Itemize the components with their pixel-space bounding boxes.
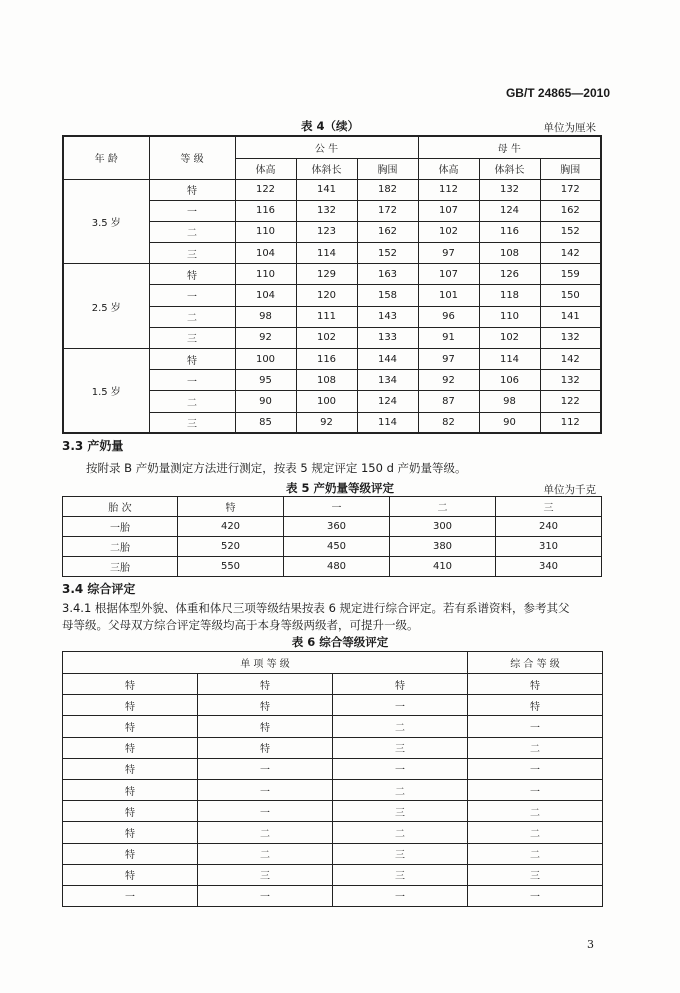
table6-cell: 特 [63,758,198,779]
table4-value-cell: 114 [479,349,540,370]
table-row [63,695,603,716]
table6 [62,651,603,907]
table6-cell: 特 [63,695,198,716]
table6-cell: 二 [333,822,468,843]
table5-cell: 240 [496,517,602,537]
table6-cell: 特 [63,779,198,800]
table-row [63,843,603,864]
table6-cell: 二 [468,737,603,758]
table4-col-header: 胸围 [357,158,418,179]
table4-value-cell: 129 [296,264,357,285]
table6-cell: 二 [468,822,603,843]
table6-cell: 二 [333,716,468,737]
table6-head-single: 单 项 等 级 [63,652,468,674]
table4-grade-cell: 一 [149,370,235,391]
table6-cell: 特 [468,695,603,716]
table6-cell: 三 [333,801,468,822]
table5-caption: 表 5 产奶量等级评定 [285,481,394,495]
table6-cell: 三 [468,864,603,885]
table4-value-cell: 114 [357,412,418,433]
table4-grade-cell: 二 [149,221,235,242]
table4-value-cell: 91 [418,327,479,348]
table5-cell: 360 [284,517,390,537]
table4-value-cell: 87 [418,391,479,412]
table6-cell: 一 [198,779,333,800]
table4-value-cell: 90 [235,391,296,412]
table4-header-row [63,136,601,158]
table4-value-cell: 90 [479,412,540,433]
section-3-4-1-line1: 3.4.1 根据体型外貌、体重和体尺三项等级结果按表 6 规定进行综合评定。若有系谱资料，参考其父 [62,601,570,615]
table4-grade-cell: 三 [149,243,235,264]
standard-number: GB/T 24865—2010 [505,86,610,100]
table6-cell: 三 [333,843,468,864]
table5-cell: 340 [496,557,602,577]
table4-value-cell: 124 [357,391,418,412]
table5-cell: 三胎 [63,557,178,577]
table6-cell: 特 [333,674,468,695]
table4-head-age: 年 龄 [63,136,149,179]
table4-value-cell: 144 [357,349,418,370]
table4-col-header: 胸围 [540,158,601,179]
table4-col-header: 体斜长 [296,158,357,179]
table6-cell: 三 [198,864,333,885]
table6-cell: 特 [63,801,198,822]
table4-value-cell: 133 [357,327,418,348]
table6-cell: 一 [333,758,468,779]
table5-cell: 二胎 [63,537,178,557]
table4-value-cell: 102 [296,327,357,348]
table6-head-overall: 综 合 等 级 [468,652,603,674]
table4-value-cell: 116 [296,349,357,370]
table5-cell: 一胎 [63,517,178,537]
page-number: 3 [587,938,594,951]
table4-value-cell: 152 [357,243,418,264]
table4-value-cell: 92 [418,370,479,391]
table-row [63,864,603,885]
table4-value-cell: 141 [296,179,357,200]
table6-cell: 一 [468,885,603,906]
table4-value-cell: 132 [296,200,357,221]
table6-cell: 一 [333,885,468,906]
table6-cell: 特 [63,864,198,885]
table4-col-header: 体高 [235,158,296,179]
table4-value-cell: 98 [235,306,296,327]
table4-value-cell: 126 [479,264,540,285]
table6-cell: 特 [63,737,198,758]
table4-value-cell: 182 [357,179,418,200]
table4-value-cell: 102 [418,221,479,242]
table4-value-cell: 104 [235,243,296,264]
table4-value-cell: 132 [540,370,601,391]
table-row [63,822,603,843]
table4-value-cell: 118 [479,285,540,306]
table-row [63,716,603,737]
table5-cell: 420 [178,517,284,537]
table6-cell: 特 [63,822,198,843]
table4-grade-cell: 三 [149,327,235,348]
table5-cell: 310 [496,537,602,557]
table4-value-cell: 134 [357,370,418,391]
section-3-3-text: 按附录 B 产奶量测定方法进行测定，按表 5 规定评定 150 d 产奶量等级。 [86,461,467,475]
table4-value-cell: 123 [296,221,357,242]
table5-cell: 480 [284,557,390,577]
table4-value-cell: 162 [357,221,418,242]
table6-cell: 特 [63,674,198,695]
table4-value-cell: 122 [540,391,601,412]
table4-col-header: 体斜长 [479,158,540,179]
table4-value-cell: 96 [418,306,479,327]
table4-value-cell: 97 [418,349,479,370]
table4-value-cell: 95 [235,370,296,391]
table-row [63,179,601,200]
table-row [63,674,603,695]
table4-value-cell: 110 [235,221,296,242]
table4-value-cell: 141 [540,306,601,327]
table4-value-cell: 92 [296,412,357,433]
table6-cell: 一 [198,801,333,822]
table4-grade-cell: 特 [149,264,235,285]
table4-value-cell: 100 [235,349,296,370]
table4-age-cell: 1.5 岁 [63,349,149,434]
table4-value-cell: 142 [540,349,601,370]
table5-col-header: 三 [496,497,602,517]
table6-cell: 特 [198,737,333,758]
table6-cell: 三 [333,737,468,758]
table4-value-cell: 132 [540,327,601,348]
table4-value-cell: 172 [357,200,418,221]
table4-grade-cell: 特 [149,179,235,200]
table5-cell: 550 [178,557,284,577]
table-row [63,885,603,906]
table6-cell: 一 [63,885,198,906]
table4-value-cell: 114 [296,243,357,264]
table4-value-cell: 104 [235,285,296,306]
table4-value-cell: 111 [296,306,357,327]
table5-cell: 520 [178,537,284,557]
table5-header-row [63,497,602,517]
table4-value-cell: 120 [296,285,357,306]
table5-cell: 410 [390,557,496,577]
table4-value-cell: 116 [479,221,540,242]
table6-cell: 一 [468,779,603,800]
table4-value-cell: 142 [540,243,601,264]
table4-value-cell: 107 [418,200,479,221]
table-row [63,349,601,370]
table4-value-cell: 150 [540,285,601,306]
table4-grade-cell: 一 [149,200,235,221]
table6-header-row [63,652,603,674]
table4-value-cell: 110 [479,306,540,327]
table5-cell: 300 [390,517,496,537]
table4-value-cell: 132 [479,179,540,200]
table6-cell: 特 [63,716,198,737]
table6-cell: 一 [468,758,603,779]
table6-caption: 表 6 综合等级评定 [291,635,389,649]
table-row [63,537,602,557]
table4-value-cell: 116 [235,200,296,221]
table-row [63,517,602,537]
table4-head-grade: 等 级 [149,136,235,179]
table4-value-cell: 162 [540,200,601,221]
table4-caption: 表 4（续） [300,119,359,133]
table6-cell: 特 [198,695,333,716]
table4-value-cell: 106 [479,370,540,391]
table4-grade-cell: 二 [149,391,235,412]
table4-grade-cell: 二 [149,306,235,327]
table4-value-cell: 110 [235,264,296,285]
table4-age-cell: 2.5 岁 [63,264,149,349]
table4-head-bull: 公 牛 [235,136,418,158]
table6-cell: 二 [333,779,468,800]
section-3-4-1-line2: 母等级。父母双方综合评定等级均高于本身等级两级者，可提升一级。 [62,618,419,632]
table-row [63,758,603,779]
table4-value-cell: 100 [296,391,357,412]
table6-cell: 二 [198,822,333,843]
table4-value-cell: 112 [540,412,601,433]
table6-cell: 特 [198,674,333,695]
table6-cell: 一 [198,758,333,779]
table4-value-cell: 108 [479,243,540,264]
table4-value-cell: 102 [479,327,540,348]
table6-cell: 特 [198,716,333,737]
table4-value-cell: 107 [418,264,479,285]
table4-value-cell: 112 [418,179,479,200]
table4-value-cell: 85 [235,412,296,433]
table4-value-cell: 159 [540,264,601,285]
table4-value-cell: 143 [357,306,418,327]
table5-col-header: 一 [284,497,390,517]
table4-value-cell: 101 [418,285,479,306]
table4-value-cell: 158 [357,285,418,306]
table4-age-cell: 3.5 岁 [63,179,149,264]
table5-unit: 单位为千克 [543,484,596,496]
table4-head-cow: 母 牛 [418,136,601,158]
table4-unit: 单位为厘米 [543,122,596,134]
table4-value-cell: 122 [235,179,296,200]
table6-cell: 二 [468,801,603,822]
table4 [62,135,602,434]
table6-cell: 一 [468,716,603,737]
table4-value-cell: 108 [296,370,357,391]
table5-col-header: 二 [390,497,496,517]
table6-cell: 特 [468,674,603,695]
table4-value-cell: 98 [479,391,540,412]
table6-cell: 二 [198,843,333,864]
table4-value-cell: 92 [235,327,296,348]
table6-cell: 三 [333,864,468,885]
section-3-4-heading: 3.4 综合评定 [62,582,136,596]
table6-cell: 二 [468,843,603,864]
table4-value-cell: 82 [418,412,479,433]
table-row [63,801,603,822]
table4-grade-cell: 特 [149,349,235,370]
table4-grade-cell: 一 [149,285,235,306]
table5 [62,496,602,577]
table-row [63,557,602,577]
table5-col-header: 特 [178,497,284,517]
table6-cell: 一 [333,695,468,716]
table4-value-cell: 163 [357,264,418,285]
table5-cell: 380 [390,537,496,557]
table-row [63,737,603,758]
table-row [63,779,603,800]
table4-col-header: 体高 [418,158,479,179]
table4-value-cell: 97 [418,243,479,264]
table6-cell: 特 [63,843,198,864]
table4-value-cell: 124 [479,200,540,221]
table5-cell: 450 [284,537,390,557]
table-row [63,264,601,285]
table4-value-cell: 172 [540,179,601,200]
table4-value-cell: 152 [540,221,601,242]
table4-grade-cell: 三 [149,412,235,433]
section-3-3-heading: 3.3 产奶量 [62,439,124,453]
table6-cell: 一 [198,885,333,906]
table5-col-header: 胎 次 [63,497,178,517]
